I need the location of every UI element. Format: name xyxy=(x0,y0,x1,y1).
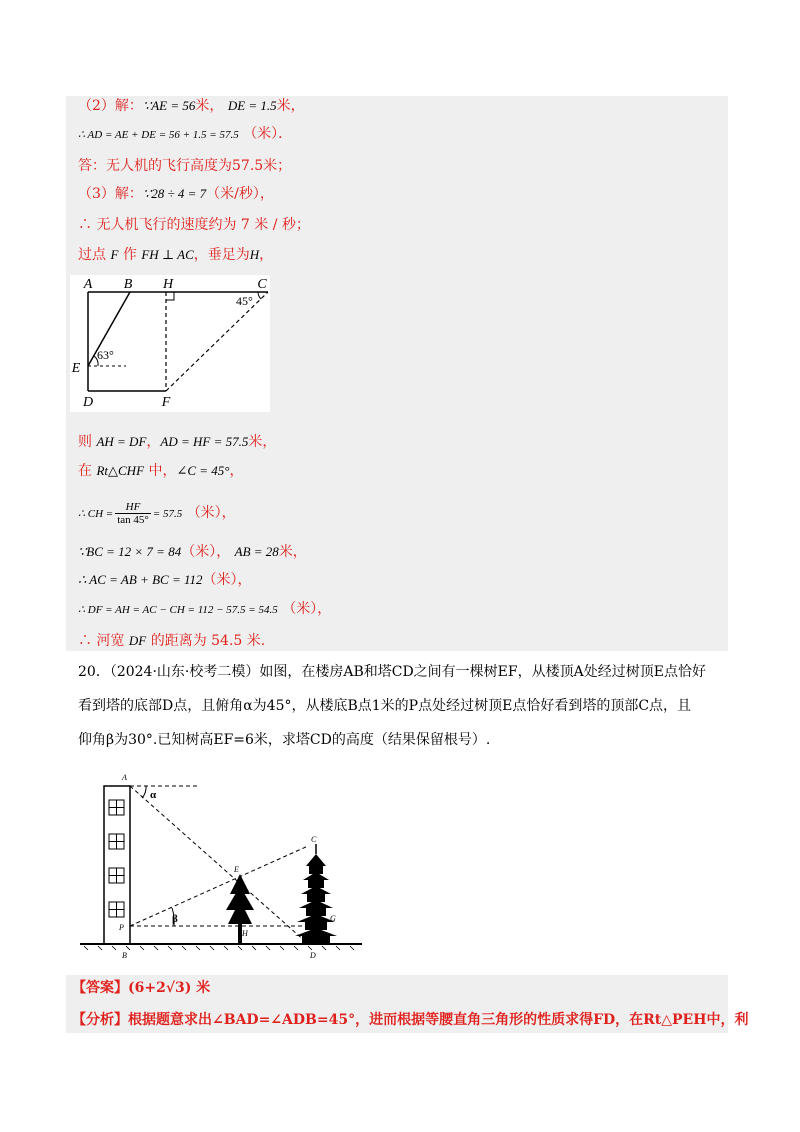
l1: 则 AH = DF，AD = HF = 57.5米， xyxy=(78,434,277,450)
analysis-text: 根据题意求出∠BAD=∠ADB=45°，进而根据等腰直角三角形的性质求得FD，在Rt△PEH中，利 xyxy=(128,1012,749,1028)
fig1-label-h: H xyxy=(162,277,174,292)
fig2-label-g: G xyxy=(330,914,336,923)
fig1-label-b: B xyxy=(123,277,133,292)
l4: ∵BC = 12 × 7 = 84（米）， AB = 28米， xyxy=(78,544,307,560)
fig1-label-f: F xyxy=(161,395,171,410)
answer-line xyxy=(72,978,210,998)
fig2-label-b: B xyxy=(122,951,127,960)
s3-line3: 过点 F 作 FH ⊥ AC，垂足为H， xyxy=(78,247,274,263)
fig2-label-c: C xyxy=(311,835,317,844)
fig2-label-h: H xyxy=(242,929,248,938)
problem20-line2: 看到塔的底部D点，且俯角α为45°，从楼底B点1米的P点处经过树顶E点恰好看到塔的顶部C点，且 xyxy=(78,698,692,714)
fig1-label-a: A xyxy=(83,277,93,292)
fig2-label-d: D xyxy=(310,951,316,960)
analysis-tag: 【分析】 xyxy=(72,1012,128,1028)
s2-line2: ∴ AD = AE + DE = 56 + 1.5 = 57.5 （米）． xyxy=(78,126,293,142)
fig1-label-e: E xyxy=(71,361,81,376)
fig1-angle-c: 45° xyxy=(236,294,253,308)
fig2-label-a: A xyxy=(122,773,127,782)
l5: ∴ AC = AB + BC = 112（米）， xyxy=(78,572,252,588)
s2-line1: （2）解：∵AE = 56米， DE = 1.5米， xyxy=(78,98,305,114)
figure-rectangle-diagram xyxy=(70,275,270,412)
fig2-label-alpha: α xyxy=(150,789,157,801)
fig1-label-d: D xyxy=(82,395,94,410)
s3-line1: （3）解：∵28 ÷ 4 = 7（米/秒）， xyxy=(78,186,274,202)
figure-building-tree-tower xyxy=(78,770,368,962)
analysis-line xyxy=(72,1010,748,1030)
s3-line2: ∴ 无人机飞行的速度约为 7 米 / 秒； xyxy=(78,217,310,233)
problem20-line3: 仰角β为30°.已知树高EF=6米，求塔CD的高度（结果保留根号）. xyxy=(78,732,491,748)
fig2-label-beta: β xyxy=(172,913,178,925)
fig2-label-p: P xyxy=(119,923,124,932)
l2: 在 Rt△CHF 中，∠C = 45°， xyxy=(78,463,244,479)
answer-text: (6+2√3) 米 xyxy=(128,980,211,996)
problem20-line1: 20．（2024·山东·校考二模）如图，在楼房AB和塔CD之间有一棵树EF，从楼顶A处经过树顶E点恰好 xyxy=(78,664,706,680)
answer-tag: 【答案】 xyxy=(72,980,128,996)
fig1-angle-e: 63° xyxy=(97,348,114,362)
s2-answer: 答：无人机的飞行高度为57.5米； xyxy=(78,158,292,174)
fig1-label-c: C xyxy=(257,277,267,292)
l6: ∴ DF = AH = AC − CH = 112 − 57.5 = 54.5 （米）， xyxy=(78,601,332,617)
fig2-label-e: E xyxy=(234,865,239,874)
l7: ∴ 河宽 DF 的距离为 54.5 米. xyxy=(78,633,266,649)
l3: ∴ CH = $\frac{HF}{\tan 45^\circ}$ = 57.5 （米）， xyxy=(78,500,236,526)
